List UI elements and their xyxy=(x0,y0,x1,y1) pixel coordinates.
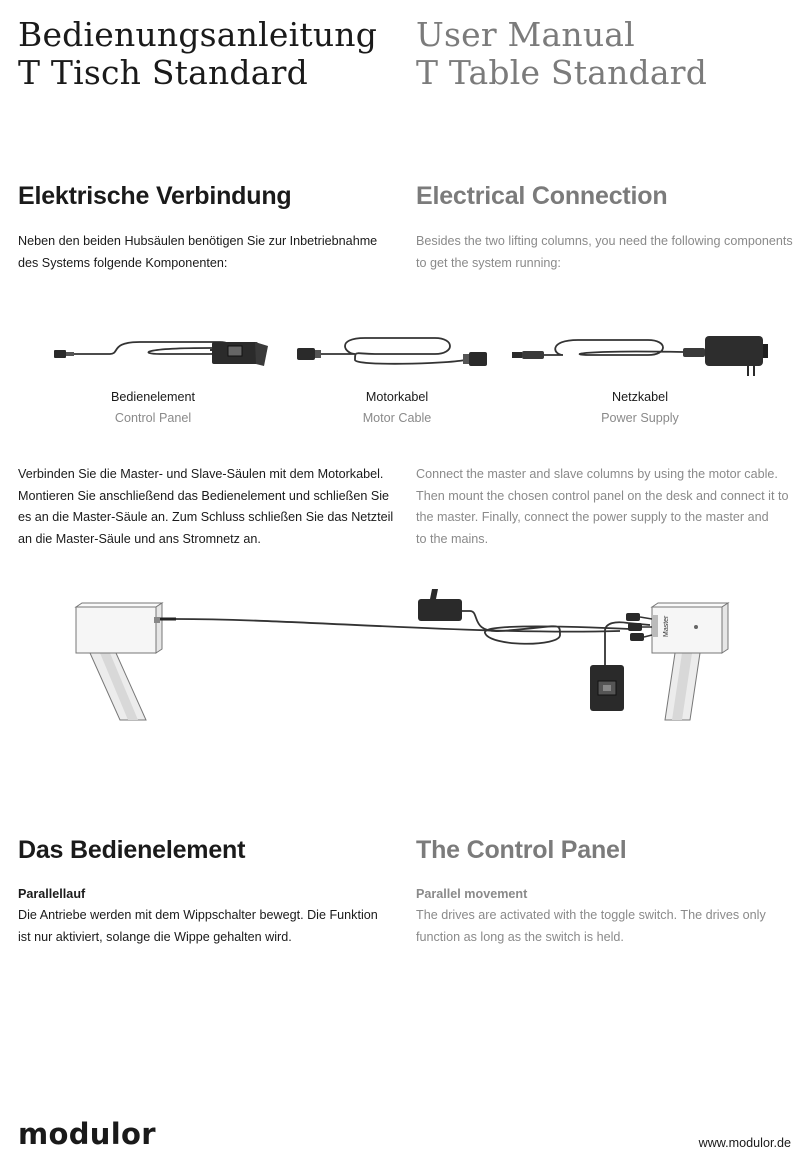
connect-de-line: Verbinden Sie die Master- und Slave-Säulen mit dem Motorkabel. xyxy=(18,467,384,481)
connect-de-line: es an die Master-Säule an. Zum Schluss schließen Sie das Netzteil xyxy=(18,510,394,524)
control-panel-illustration xyxy=(50,320,280,380)
connect-en-line: Connect the master and slave columns by using the motor cable. xyxy=(416,467,778,481)
connect-en-line: the master. Finally, connect the power supply to the master and xyxy=(416,510,769,524)
electrical-heading-en: Electrical Connection xyxy=(416,182,668,210)
component-name-en: Control Panel xyxy=(114,411,192,425)
parallel-de-line1: Die Antriebe werden mit dem Wippschalter bewegt. Die Funktion xyxy=(18,908,378,922)
parallel-de-line2: ist nur aktiviert, solange die Wippe gehalten wird. xyxy=(18,929,292,944)
parallel-text-en xyxy=(416,905,801,948)
component-name-de: Netzkabel xyxy=(611,390,668,404)
parallel-en-line2: function as long as the switch is held. xyxy=(416,929,624,944)
connect-en-line: Then mount the chosen control panel on the desk and connect it to xyxy=(416,488,789,503)
intro-en-line2: to get the system running: xyxy=(416,255,561,270)
title-de xyxy=(18,16,377,92)
intro-de-line2: des Systems folgende Komponenten: xyxy=(18,255,228,270)
parallel-text-de xyxy=(18,905,403,948)
wiring-diagram xyxy=(0,585,808,745)
electrical-intro-de xyxy=(18,231,398,274)
connect-de-line: Montieren Sie anschließend das Bedienelement und schließen Sie xyxy=(18,488,390,503)
component-label-power-supply xyxy=(550,387,730,429)
parallel-subheading-de: Parallellauf xyxy=(18,887,86,901)
component-name-de: Motorkabel xyxy=(365,390,429,404)
control-panel-heading-de: Das Bedienelement xyxy=(18,836,246,864)
control-panel-heading-en: The Control Panel xyxy=(416,836,627,864)
connect-de-line: an die Master-Säule und ans Stromnetz an. xyxy=(18,531,261,546)
connect-text-de xyxy=(18,464,403,550)
component-name-en: Motor Cable xyxy=(362,411,432,425)
component-name-en: Power Supply xyxy=(601,411,679,425)
master-label: Master xyxy=(663,615,670,637)
slave-column xyxy=(76,603,162,720)
electrical-heading-de: Elektrische Verbindung xyxy=(18,182,292,210)
motor-cable-illustration xyxy=(295,330,495,380)
title-en-line1: User Manual xyxy=(416,15,635,54)
title-de-line2: T Tisch Standard xyxy=(18,53,308,92)
title-de-line1: Bedienungsanleitung xyxy=(18,15,378,54)
power-supply-illustration xyxy=(508,320,768,380)
electrical-intro-en xyxy=(416,231,801,274)
connect-en-line: to the mains. xyxy=(416,531,489,546)
modulor-logo: modulor xyxy=(18,1117,156,1151)
parallel-subheading-en: Parallel movement xyxy=(416,887,528,901)
parallel-en-line1: The drives are activated with the toggle switch. The drives only xyxy=(416,908,766,922)
component-name-de: Bedienelement xyxy=(110,390,196,404)
component-label-motor-cable xyxy=(307,387,487,429)
footer-url: www.modulor.de xyxy=(698,1136,791,1150)
intro-en-line1: Besides the two lifting columns, you need the following components xyxy=(416,234,793,248)
intro-de-line1: Neben den beiden Hubsäulen benötigen Sie zur Inbetriebnahme xyxy=(18,234,378,248)
connect-text-en xyxy=(416,464,801,550)
component-label-control-panel xyxy=(63,387,243,429)
title-en xyxy=(416,16,707,92)
title-en-line2: T Table Standard xyxy=(416,53,708,92)
